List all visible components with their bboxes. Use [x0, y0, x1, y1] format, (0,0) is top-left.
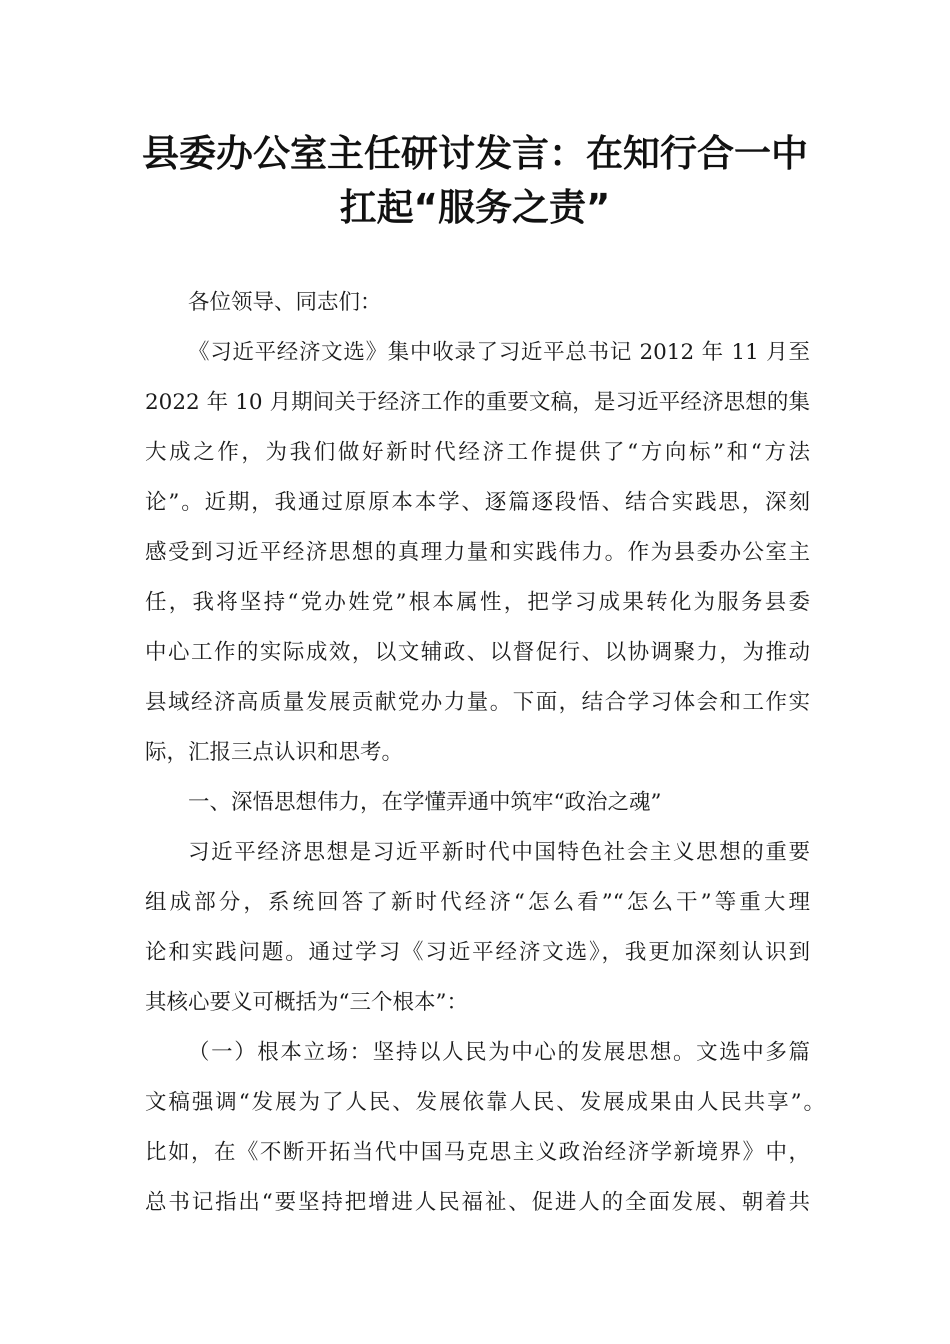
body-line: 习近平经济思想是习近平新时代中国特色社会主义思想的重要: [188, 840, 810, 865]
body-line: 《习近平经济文选》集中收录了习近平总书记 2012 年 11 月至: [188, 340, 810, 365]
body-line: 组成部分，系统回答了新时代经济“怎么看”“怎么干”等重大理: [145, 890, 810, 915]
body-line: 大成之作，为我们做好新时代经济工作提供了“方向标”和“方法: [145, 440, 810, 465]
body-line: 感受到习近平经济思想的真理力量和实践伟力。作为县委办公室主: [145, 540, 810, 565]
body-line: 论”。近期，我通过原原本本学、逐篇逐段悟、结合实践思，深刻: [145, 490, 810, 515]
body-line: 其核心要义可概括为“三个根本”：: [145, 990, 468, 1015]
body-line: 总书记指出“要坚持把增进人民福祉、促进人的全面发展、朝着共: [145, 1190, 810, 1215]
document-title-line-2: 扛起“服务之责”: [339, 186, 611, 229]
section-heading: 一、深悟思想伟力，在学懂弄通中筑牢“政治之魂”: [188, 790, 662, 815]
body-line: （一）根本立场：坚持以人民为中心的发展思想。文选中多篇: [188, 1040, 810, 1065]
body-line: 比如，在《不断开拓当代中国马克思主义政治经济学新境界》中，: [145, 1140, 810, 1165]
body-line: 论和实践问题。通过学习《习近平经济文选》，我更加深刻认识到: [145, 940, 810, 965]
document-title-line-1: 县委办公室主任研讨发言：在知行合一中: [142, 132, 808, 175]
body-line: 中心工作的实际成效，以文辅政、以督促行、以协调聚力，为推动: [145, 640, 810, 665]
body-line: 县域经济高质量发展贡献党办力量。下面，结合学习体会和工作实: [145, 690, 810, 715]
salutation: 各位领导、同志们：: [188, 290, 382, 315]
body-line: 2022 年 10 月期间关于经济工作的重要文稿，是习近平经济思想的集: [145, 390, 810, 415]
body-line: 文稿强调“发展为了人民、发展依靠人民、发展成果由人民共享”。: [145, 1090, 825, 1115]
body-line: 任，我将坚持“党办姓党”根本属性，把学习成果转化为服务县委: [145, 590, 810, 615]
body-line: 际，汇报三点认识和思考。: [145, 740, 404, 765]
